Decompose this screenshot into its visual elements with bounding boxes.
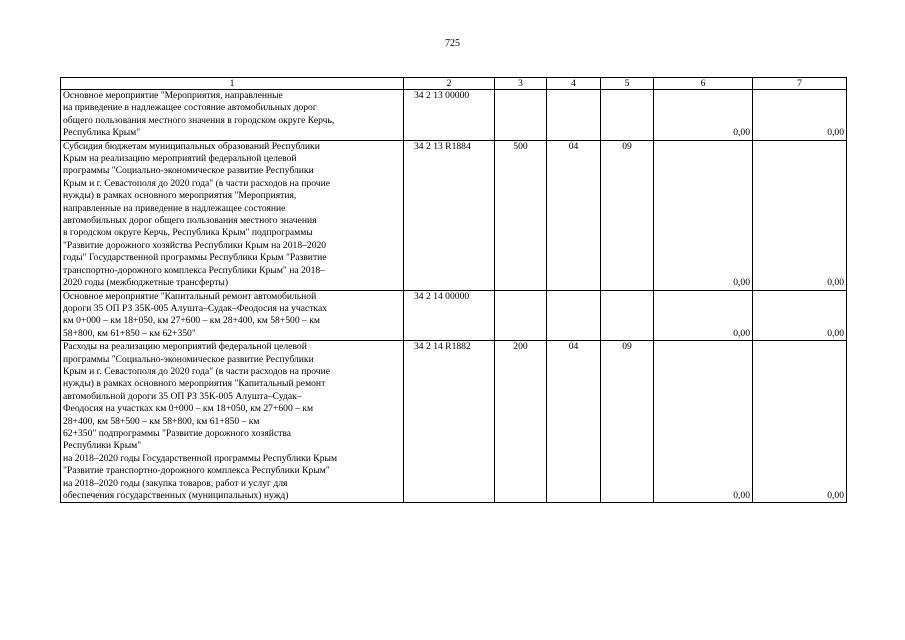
- row-amount-col7: 0,00: [753, 341, 847, 503]
- row-amount-col6: 0,00: [654, 90, 753, 141]
- row-rz-cell: [547, 290, 601, 341]
- row-vr-cell: [495, 290, 547, 341]
- row-vr-cell: [495, 90, 547, 141]
- budget-table: [60, 77, 847, 503]
- table-row: [61, 90, 847, 141]
- row-rz-cell: 04: [547, 341, 601, 503]
- row-rz-cell: [547, 90, 601, 141]
- column-header-7: 7: [753, 78, 847, 90]
- page-number: 725: [445, 38, 460, 49]
- row-code-cell: 34 2 13 R1884: [404, 140, 495, 290]
- column-header-6: 6: [654, 78, 753, 90]
- column-header-5: 5: [601, 78, 654, 90]
- row-pr-cell: 09: [601, 140, 654, 290]
- row-name-cell: Основное мероприятие "Капитальный ремонт автомобильной дороги 35 ОП РЗ 35К-005 Алушта–Судак–Феодосия на участках км 0+000 – км 18+050, км 27+600 – км 28+400, км 58+500 – км 58+800, км 61+850 – км 62+350": [61, 290, 404, 341]
- row-amount-col7: 0,00: [753, 290, 847, 341]
- column-header-3: 3: [495, 78, 547, 90]
- row-name-cell: Основное мероприятие "Мероприятия, направленные на приведение в надлежащее состояние автомобильных дорог общего пользования местного значения в городском округе Керчь, Республика Крым": [61, 90, 404, 141]
- row-pr-cell: [601, 290, 654, 341]
- column-header-4: 4: [547, 78, 601, 90]
- column-header-2: 2: [404, 78, 495, 90]
- row-amount-col6: 0,00: [654, 341, 753, 503]
- row-vr-cell: 500: [495, 140, 547, 290]
- row-rz-cell: 04: [547, 140, 601, 290]
- row-amount-col7: 0,00: [753, 90, 847, 141]
- column-header-1: 1: [61, 78, 404, 90]
- row-amount-col7: 0,00: [753, 140, 847, 290]
- row-amount-col6: 0,00: [654, 290, 753, 341]
- row-code-cell: 34 2 13 00000: [404, 90, 495, 141]
- row-vr-cell: 200: [495, 341, 547, 503]
- row-name-cell: Расходы на реализацию мероприятий федеральной целевой программы "Социально-экономическое развитие Республики Крым и г. Севастополя до 2020 года" (в части расходов на прочие нужды) в рамках основного мероприятия "Капитальный ремонт автомобильной дороги 35 ОП РЗ 35К-005 Алушта–Судак– Феодосия на участках км 0+000 – км 18+050, км 27+600 – км 28+400, км 58+500 – км 58+800, км 61+850 – км 62+350" подпрограммы "Развитие дорожного хозяйства Республики Крым" на 2018–2020 годы Государственной программы Республики Крым "Развитие транспортно-дорожного комплекса Республики Крым" на 2018–2020 годы (закупка товаров, работ и услуг для обеспечения государственных (муниципальных) нужд): [61, 341, 404, 503]
- row-code-cell: 34 2 14 00000: [404, 290, 495, 341]
- row-pr-cell: 09: [601, 341, 654, 503]
- table-row: [61, 140, 847, 290]
- row-pr-cell: [601, 90, 654, 141]
- row-amount-col6: 0,00: [654, 140, 753, 290]
- row-name-cell: Субсидия бюджетам муниципальных образований Республики Крым на реализацию мероприятий федеральной целевой программы "Социально-экономическое развитие Республики Крым и г. Севастополя до 2020 года" (в части расходов на прочие нужды) в рамках основного мероприятия "Мероприятия, направленные на приведение в надлежащее состояние автомобильных дорог общего пользования местного значения в городском округе Керчь, Республика Крым" подпрограммы "Развитие дорожного хозяйства Республики Крым на 2018–2020 годы" Государственной программы Республики Крым "Развитие транспортно-дорожного комплекса Республики Крым" на 2018– 2020 годы (межбюджетные трансферты): [61, 140, 404, 290]
- table-row: [61, 290, 847, 341]
- table-row: [61, 341, 847, 503]
- row-code-cell: 34 2 14 R1882: [404, 341, 495, 503]
- header-row: [61, 78, 847, 90]
